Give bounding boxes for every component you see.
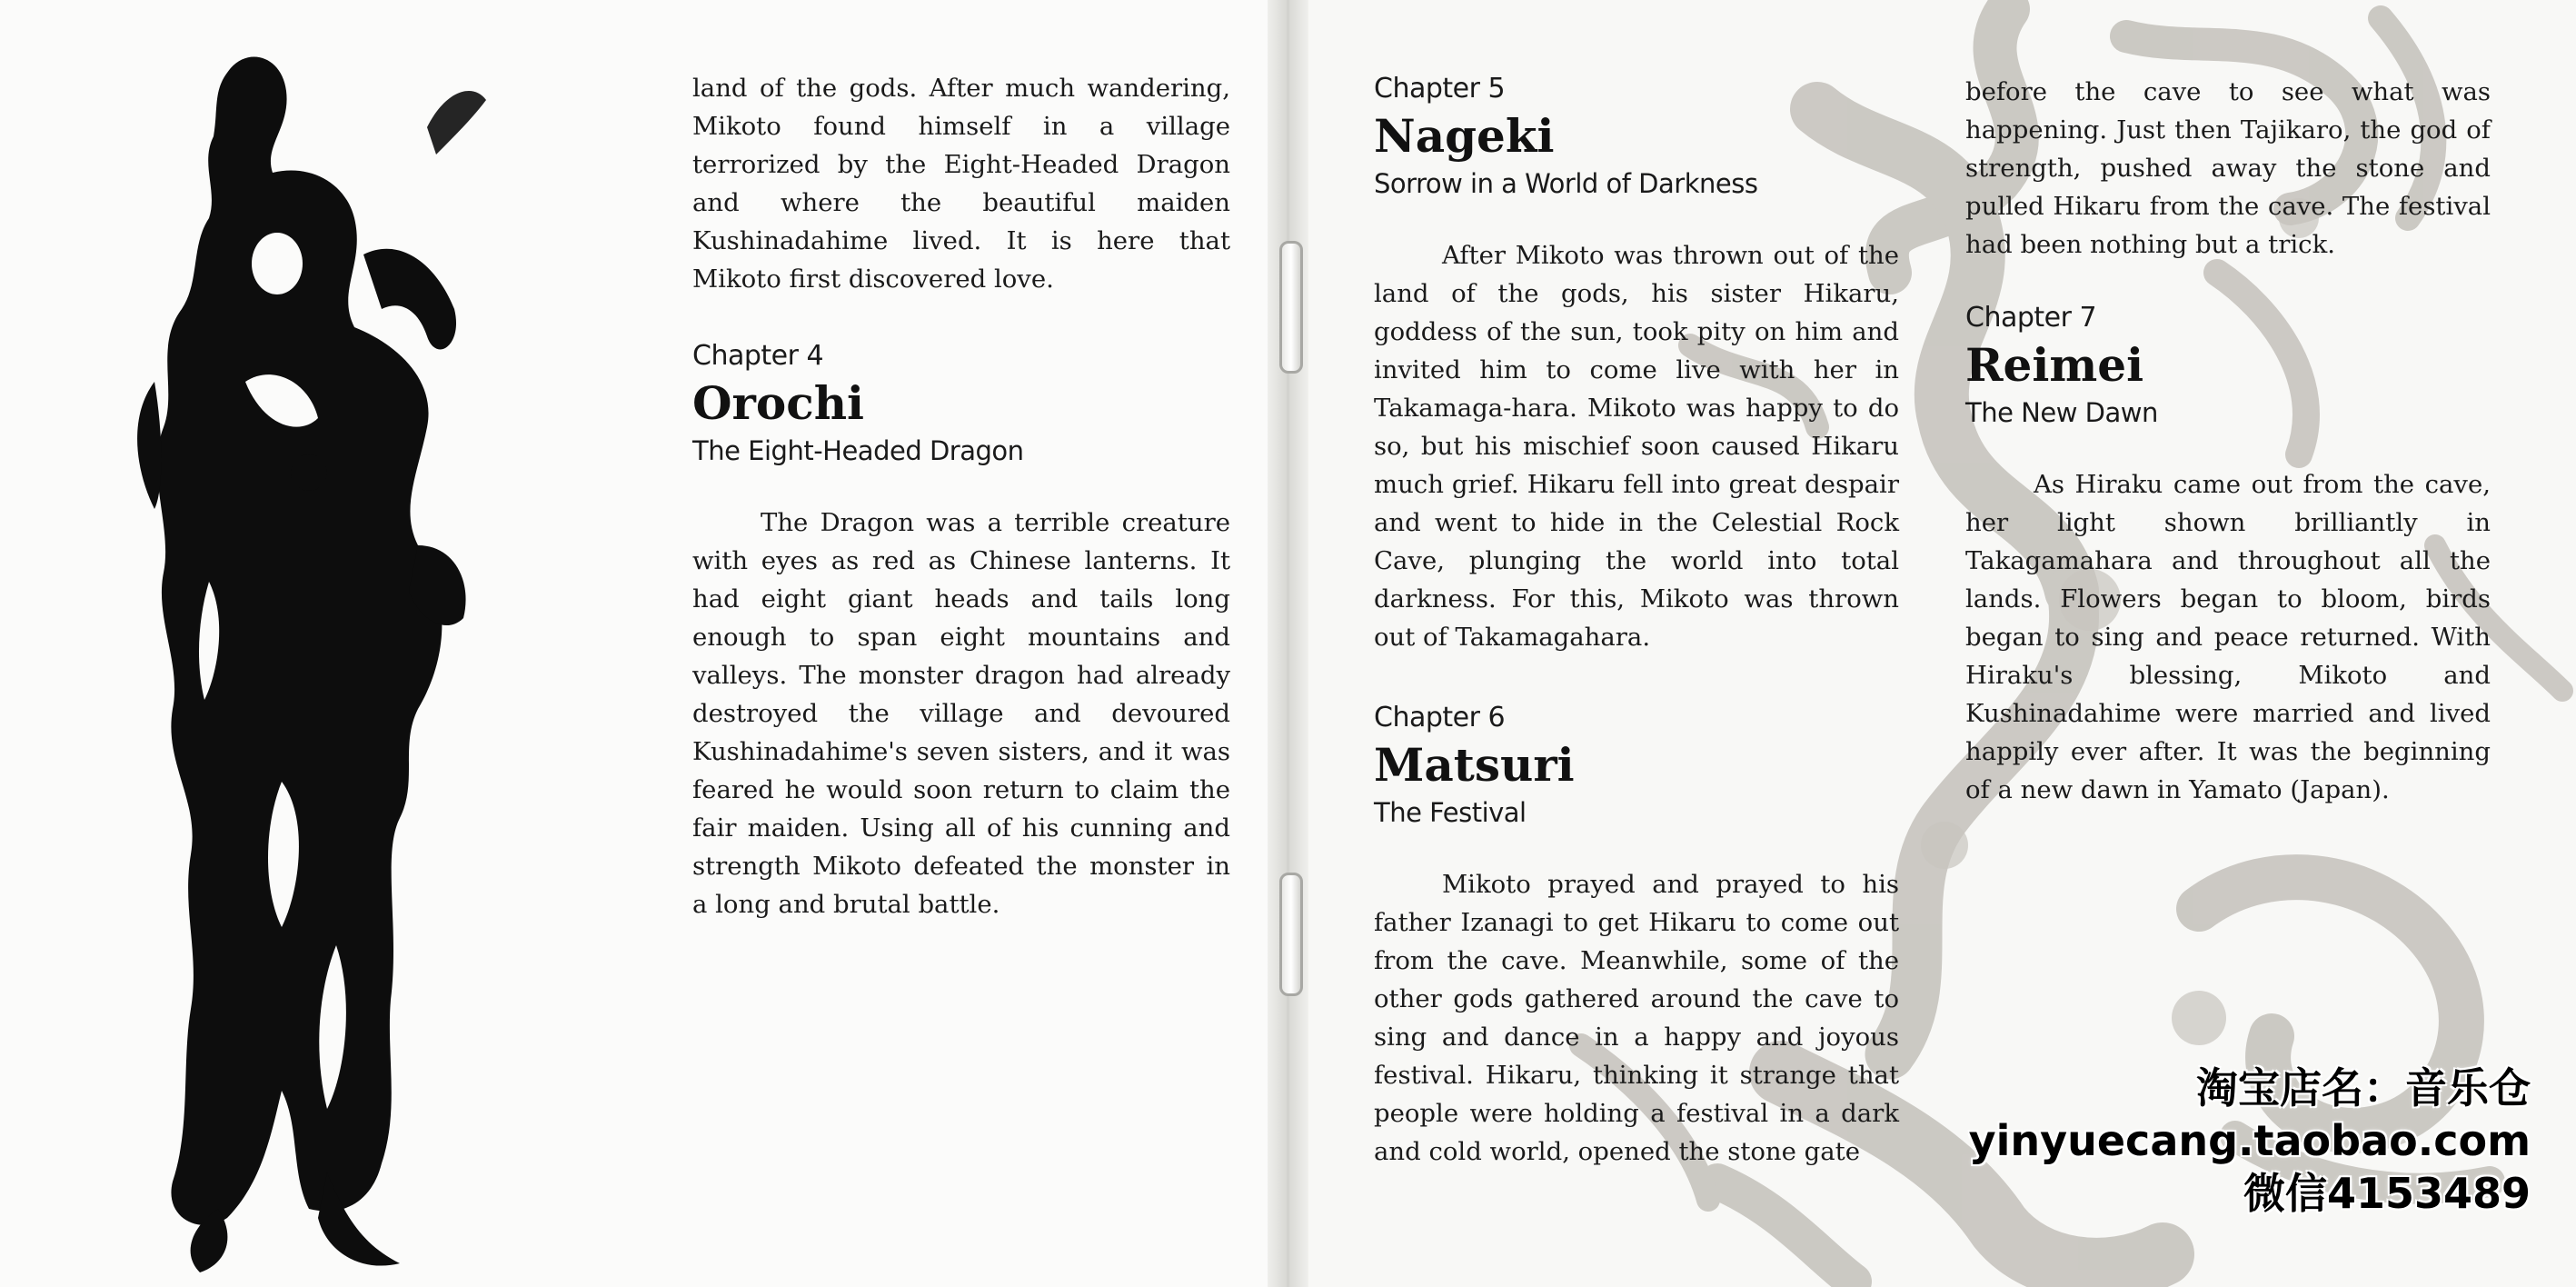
chapter-4-subtitle: The Eight-Headed Dragon [692,435,1024,466]
chapter-5-subtitle: Sorrow in a World of Darkness [1374,168,1758,199]
chapter-5-label: Chapter 5 [1374,73,1506,105]
watermark-store-url: yinyuecang.taobao.com [1968,1116,2531,1165]
paragraph-chapter3-end: land of the gods. After much wandering, Mikoto found himself in a village terrorized by the Eight-Headed Dragon and where the beautiful maiden Kushinadahime lived. It is here that Mikoto first discovered love. [692,74,1230,294]
chapter-7-subtitle: The New Dawn [1965,397,2158,428]
chapter-6-subtitle: The Festival [1374,797,1527,828]
chapter-4-paragraph: The Dragon was a terrible creature with eyes as red as Chinese lanterns. It had eight giant heads and tails long enough to span eight mountains and valleys. The monster dragon had already destroyed the village and devoured Kushinadahime's seven sisters, and it was feared he would soon return to claim the fair maiden. Using all of his cunning and strength Mikoto defeated the monster in a long and brutal battle. [692,508,1230,919]
column-3 [1965,73,2491,809]
column-1 [692,69,1230,923]
ink-figure-illustration [127,36,600,1282]
chapter-6-title: Matsuri [1374,738,1575,792]
staple-top [1279,241,1303,374]
chapter-7-label: Chapter 7 [1965,302,2097,334]
chapter-5-title: Nageki [1374,109,1555,163]
chapter-7-title: Reimei [1965,338,2144,392]
staple-bottom [1279,873,1303,996]
chapter-7-paragraph: As Hiraku came out from the cave, her light shown brilliantly in Takagamahara and throughout all the lands. Flowers began to bloom, birds began to sing and peace returned. With Hiraku's blessing, Mikoto and Kushinadahime were married and lived happily ever after. It was the beginning of a new dawn in Yamato (Japan). [1965,470,2491,804]
center-fold [1268,0,1308,1287]
chapter-4-title: Orochi [692,376,865,430]
column-2 [1374,71,1899,1171]
chapter-4-label: Chapter 4 [692,340,824,372]
chapter-5-paragraph: After Mikoto was thrown out of the land of the gods, his sister Hikaru, goddess of the sun, took pity on him and invited him to come live with her in Takamaga-hara. Mikoto was happy to do so, but his mischief soon caused Hikaru much grief. Hikaru fell into great despair and went to hide in the Celestial Rock Cave, plunging the world into total darkness. For this, Mikoto was thrown out of Takamagahara. [1374,241,1899,652]
chapter-6-label: Chapter 6 [1374,702,1506,733]
watermark-wechat: 微信4153489 [2243,1169,2531,1218]
store-watermark [1969,1062,2531,1220]
watermark-store-name: 淘宝店名：音乐仓 [2196,1063,2531,1112]
paragraph-chapter6-end: before the cave to see what was happening. Just then Tajikaro, the god of strength, pushed away the stone and pulled Hikaru from the cave. The festival had been nothing but a trick. [1965,77,2491,259]
chapter-6-paragraph: Mikoto prayed and prayed to his father Izanagi to get Hikaru to come out from the cave. Meanwhile, some of the other gods gathered around the cave to sing and dance in a happy and joyous festival. Hikaru, thinking it strange that people were holding a festival in a dark and cold world, opened the stone gate [1374,870,1899,1166]
